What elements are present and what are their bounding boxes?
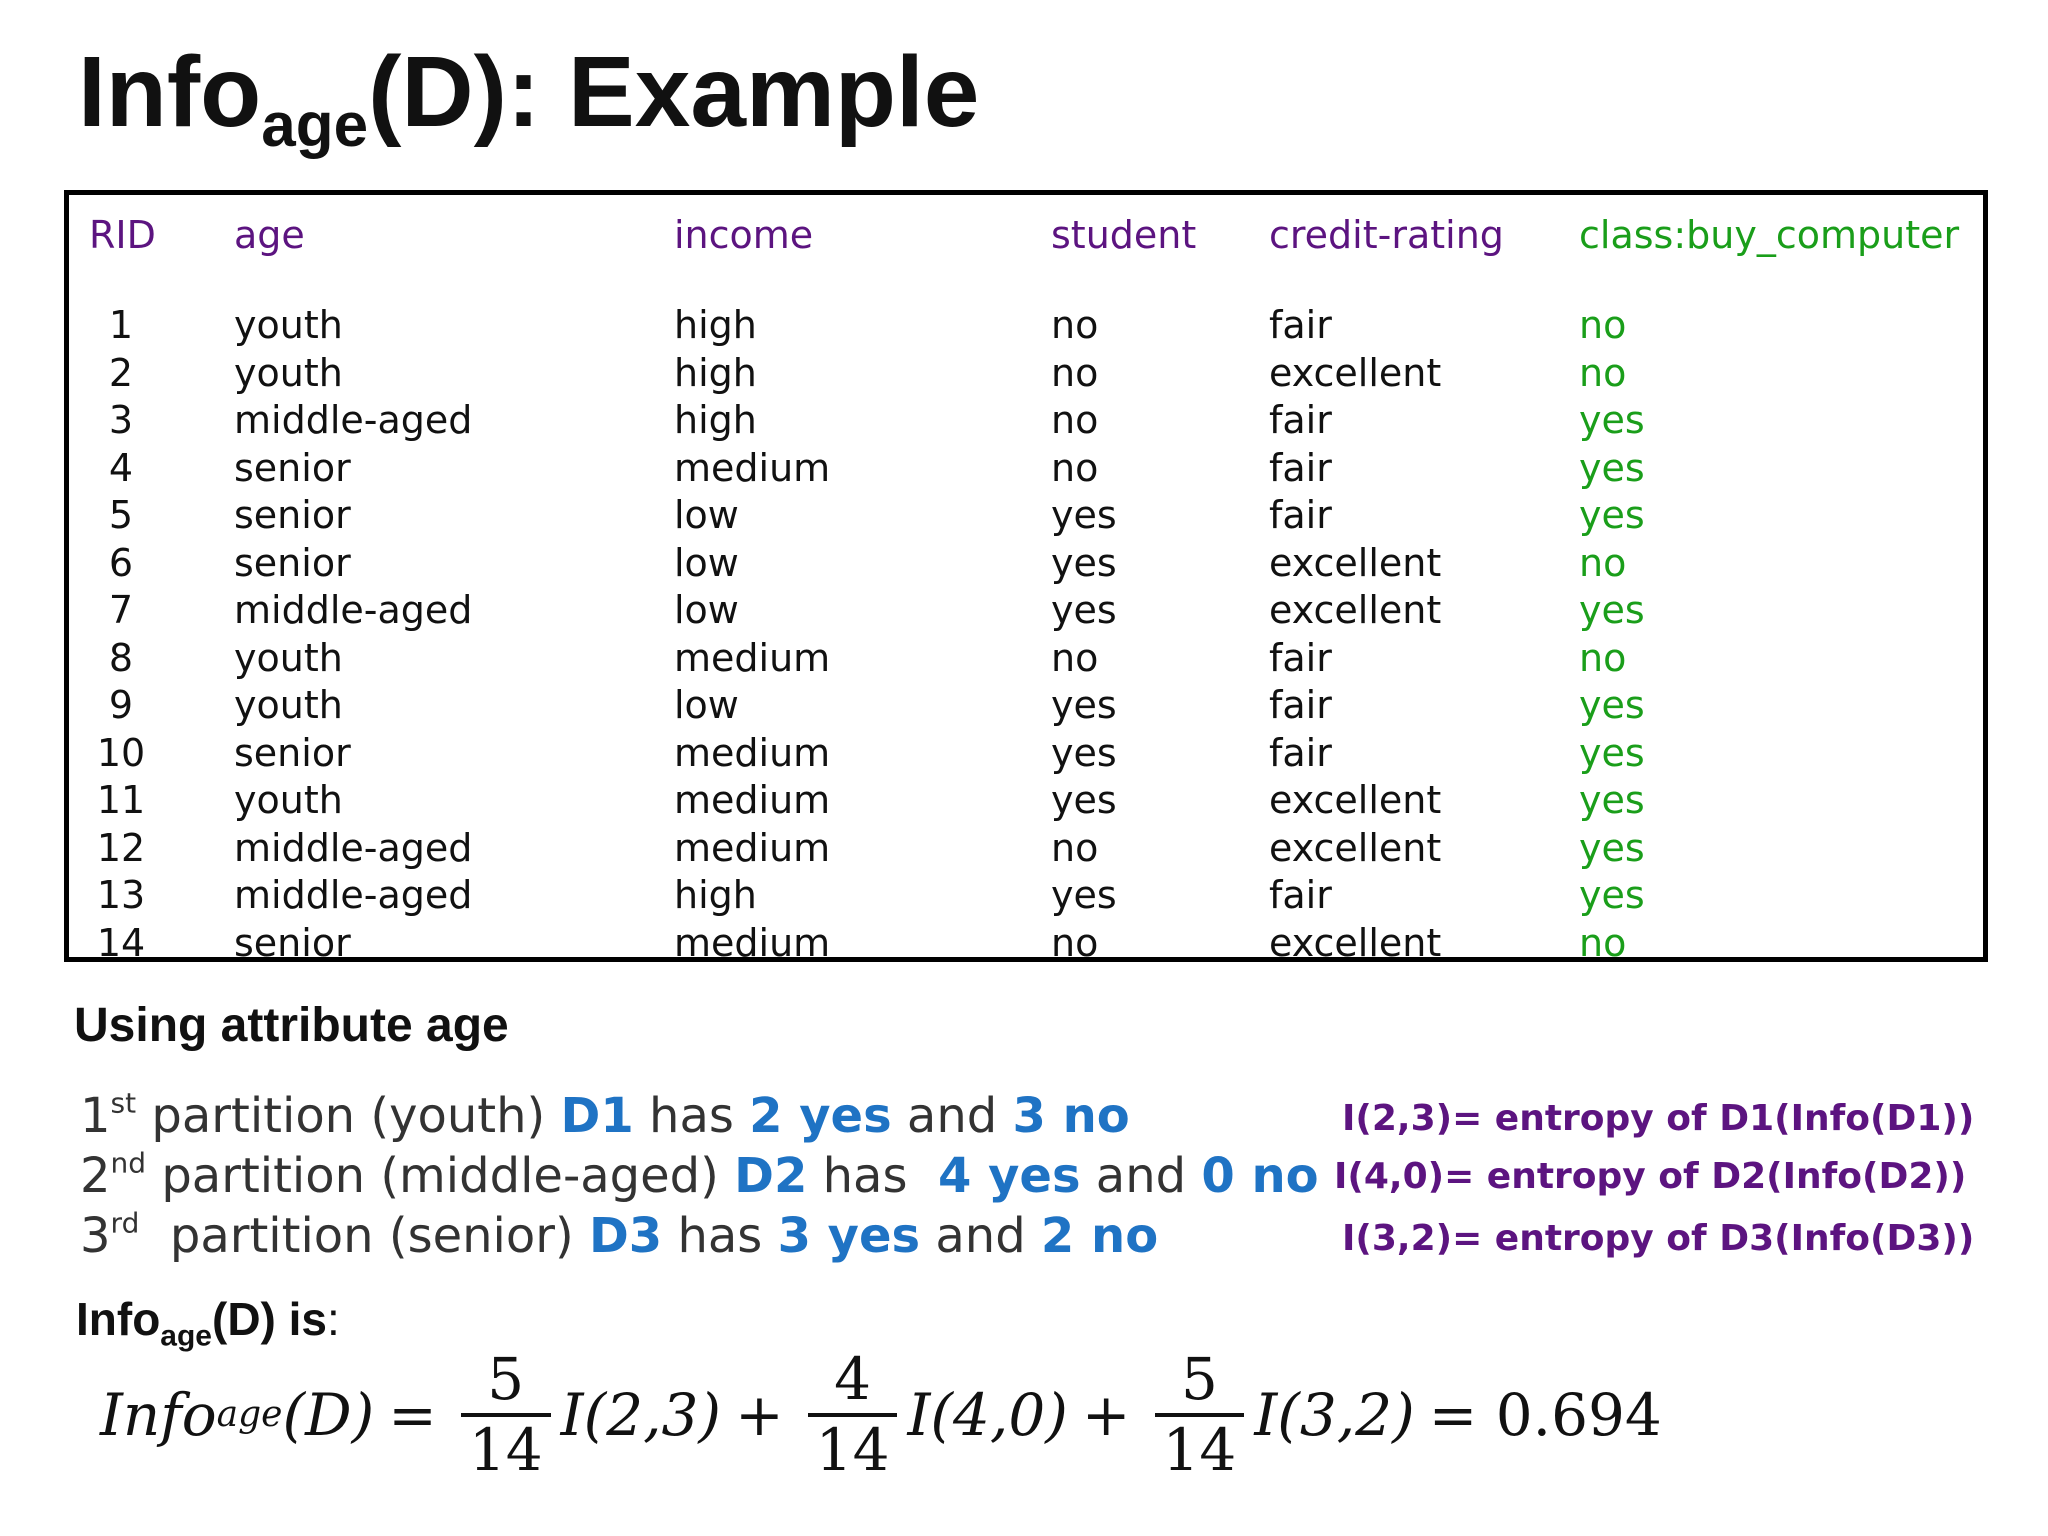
row-rid: 10	[96, 730, 146, 775]
row-class: no	[1579, 635, 1627, 680]
info-is-rest: (D) is	[212, 1293, 327, 1345]
title-subscript: age	[261, 90, 369, 160]
row-income: medium	[674, 730, 831, 775]
row-student: no	[1051, 398, 1099, 442]
row-student: yes	[1051, 730, 1117, 775]
partition-name: D3	[588, 1208, 663, 1264]
ordinal-suffix: st	[110, 1086, 137, 1120]
formula-term-2: I(4,0)	[907, 1381, 1068, 1449]
row-credit-rating: excellent	[1269, 350, 1442, 395]
row-credit-rating: excellent	[1269, 920, 1442, 965]
no-count: 0 no	[1201, 1148, 1319, 1204]
partition-label: partition (youth)	[136, 1088, 561, 1144]
header-rid: RID	[89, 213, 156, 257]
partition-label: partition (senior)	[139, 1208, 589, 1264]
partition-line-2	[80, 1148, 1319, 1204]
row-rid: 4	[108, 445, 134, 490]
row-rid: 13	[96, 873, 146, 917]
row-student: no	[1051, 635, 1099, 680]
row-income: medium	[674, 778, 831, 822]
partition-line-3	[80, 1208, 1158, 1264]
header-student: student	[1051, 213, 1197, 257]
no-count: 3 no	[1012, 1088, 1130, 1144]
entropy-note-3: I(3,2)= entropy of D3(Info(D3))	[1342, 1218, 1975, 1259]
partition-line-1	[80, 1088, 1130, 1144]
partition-name: D1	[560, 1088, 634, 1144]
row-age: middle-aged	[234, 825, 473, 870]
row-age: senior	[234, 493, 351, 537]
row-class: yes	[1579, 873, 1645, 917]
row-rid: 8	[108, 635, 134, 680]
row-student: no	[1051, 445, 1099, 490]
fraction-numerator: 4	[834, 1345, 872, 1414]
using-attribute-heading: Using attribute age	[74, 999, 509, 1052]
fraction-denominator: 14	[1155, 1413, 1245, 1484]
fraction-1	[461, 1346, 551, 1483]
row-class: no	[1579, 920, 1627, 965]
formula-plus-2: +	[1081, 1381, 1131, 1449]
row-age: youth	[234, 683, 343, 727]
has-text: has	[633, 1088, 750, 1144]
yes-count: 2 yes	[749, 1088, 892, 1144]
row-income: medium	[674, 920, 831, 965]
and-text: and	[1080, 1148, 1202, 1204]
header-credit-rating: credit-rating	[1269, 213, 1504, 257]
row-student: yes	[1051, 493, 1117, 537]
row-age: youth	[234, 635, 343, 680]
no-count: 2 no	[1040, 1208, 1159, 1264]
row-class: yes	[1579, 730, 1645, 775]
ordinal: 2	[80, 1148, 111, 1204]
row-rid: 3	[108, 398, 134, 442]
row-income: low	[674, 540, 739, 585]
row-income: low	[674, 683, 739, 727]
fraction-denominator: 14	[808, 1413, 898, 1484]
fraction-3	[1155, 1346, 1245, 1483]
row-age: senior	[234, 445, 351, 490]
entropy-note-2: I(4,0)= entropy of D2(Info(D2))	[1334, 1156, 1967, 1197]
row-rid: 5	[108, 493, 134, 537]
header-class: class:buy_computer	[1579, 213, 1960, 257]
row-student: no	[1051, 920, 1099, 965]
row-rid: 14	[96, 920, 146, 965]
row-credit-rating: fair	[1269, 683, 1332, 727]
row-income: high	[674, 303, 757, 347]
row-age: youth	[234, 303, 343, 347]
row-age: youth	[234, 778, 343, 822]
formula-plus-1: +	[735, 1381, 784, 1449]
row-credit-rating: excellent	[1269, 588, 1442, 632]
entropy-note-1: I(2,3)= entropy of D1(Info(D1))	[1342, 1098, 1975, 1139]
row-class: yes	[1579, 588, 1645, 632]
row-income: high	[674, 873, 757, 917]
row-rid: 11	[96, 778, 146, 822]
formula-equals: =	[388, 1381, 437, 1449]
ordinal: 3	[80, 1208, 111, 1264]
row-student: yes	[1051, 540, 1117, 585]
row-credit-rating: fair	[1269, 445, 1332, 490]
row-credit-rating: fair	[1269, 493, 1332, 537]
row-student: yes	[1051, 588, 1117, 632]
row-age: senior	[234, 920, 351, 965]
row-class: yes	[1579, 683, 1645, 727]
row-age: senior	[234, 540, 351, 585]
row-income: medium	[674, 635, 831, 680]
row-student: no	[1051, 350, 1099, 395]
fraction-numerator: 5	[1180, 1345, 1218, 1414]
formula-term-3: I(3,2)	[1254, 1381, 1415, 1449]
row-age: middle-aged	[234, 588, 473, 632]
ordinal-suffix: rd	[110, 1206, 140, 1240]
row-class: yes	[1579, 445, 1645, 490]
header-income: income	[674, 213, 814, 257]
row-class: no	[1579, 540, 1627, 585]
info-is-colon: :	[327, 1293, 340, 1345]
fraction-denominator: 14	[461, 1413, 551, 1484]
row-rid: 1	[108, 303, 134, 347]
formula-lhs: Info	[100, 1381, 217, 1449]
has-text: has	[662, 1208, 778, 1264]
info-is-main: Info	[76, 1293, 161, 1345]
row-student: no	[1051, 303, 1099, 347]
formula-result: = 0.694	[1428, 1381, 1662, 1449]
and-text: and	[891, 1088, 1013, 1144]
row-age: senior	[234, 730, 351, 775]
formula-term-1: I(2,3)	[560, 1381, 722, 1449]
row-age: middle-aged	[234, 873, 473, 917]
partition-label: partition (middle-aged)	[146, 1148, 735, 1204]
row-credit-rating: excellent	[1269, 825, 1442, 870]
page-title	[78, 36, 980, 160]
row-class: no	[1579, 350, 1627, 395]
formula-lhs-arg: (D)	[282, 1381, 375, 1449]
row-credit-rating: fair	[1269, 873, 1332, 917]
row-income: high	[674, 350, 757, 395]
row-class: yes	[1579, 778, 1645, 822]
and-text: and	[920, 1208, 1041, 1264]
row-class: yes	[1579, 825, 1645, 870]
partition-name: D2	[734, 1148, 808, 1204]
fraction-2	[808, 1346, 898, 1483]
info-age-formula: Info age (D) = $\frac{5}{14}$ I(2,3) + $\frac{4}{14}$ I(4,0) + $\frac{5}{14}$ I(3,2) = 0.694	[100, 1345, 1662, 1484]
data-table	[64, 190, 1988, 965]
row-credit-rating: fair	[1269, 398, 1332, 442]
title-rest: (D): Example	[368, 36, 980, 148]
row-rid: 6	[108, 540, 134, 585]
ordinal-suffix: nd	[110, 1146, 147, 1180]
info-is-subscript: age	[160, 1319, 212, 1353]
fraction-numerator: 5	[487, 1345, 525, 1414]
row-rid: 2	[108, 350, 134, 395]
row-credit-rating: fair	[1269, 730, 1332, 775]
row-student: yes	[1051, 778, 1117, 822]
row-age: middle-aged	[234, 398, 473, 442]
row-credit-rating: excellent	[1269, 540, 1442, 585]
info-is-label	[76, 1292, 340, 1353]
row-rid: 12	[96, 825, 146, 870]
row-age: youth	[234, 350, 343, 395]
row-rid: 7	[108, 588, 134, 632]
row-class: yes	[1579, 398, 1645, 442]
yes-count: 4 yes	[938, 1148, 1081, 1204]
row-student: yes	[1051, 873, 1117, 917]
row-student: no	[1051, 825, 1099, 870]
header-age: age	[234, 213, 305, 257]
title-main: Info	[78, 36, 262, 148]
row-credit-rating: excellent	[1269, 778, 1442, 822]
row-income: high	[674, 398, 757, 442]
row-credit-rating: fair	[1269, 635, 1332, 680]
row-income: medium	[674, 825, 831, 870]
yes-count: 3 yes	[777, 1208, 921, 1264]
ordinal: 1	[80, 1088, 111, 1144]
row-income: low	[674, 588, 739, 632]
row-student: yes	[1051, 683, 1117, 727]
row-credit-rating: fair	[1269, 303, 1332, 347]
row-rid: 9	[108, 683, 134, 727]
row-class: yes	[1579, 493, 1645, 537]
row-income: medium	[674, 445, 831, 490]
row-income: low	[674, 493, 739, 537]
row-class: no	[1579, 303, 1627, 347]
has-text: has	[807, 1148, 938, 1204]
